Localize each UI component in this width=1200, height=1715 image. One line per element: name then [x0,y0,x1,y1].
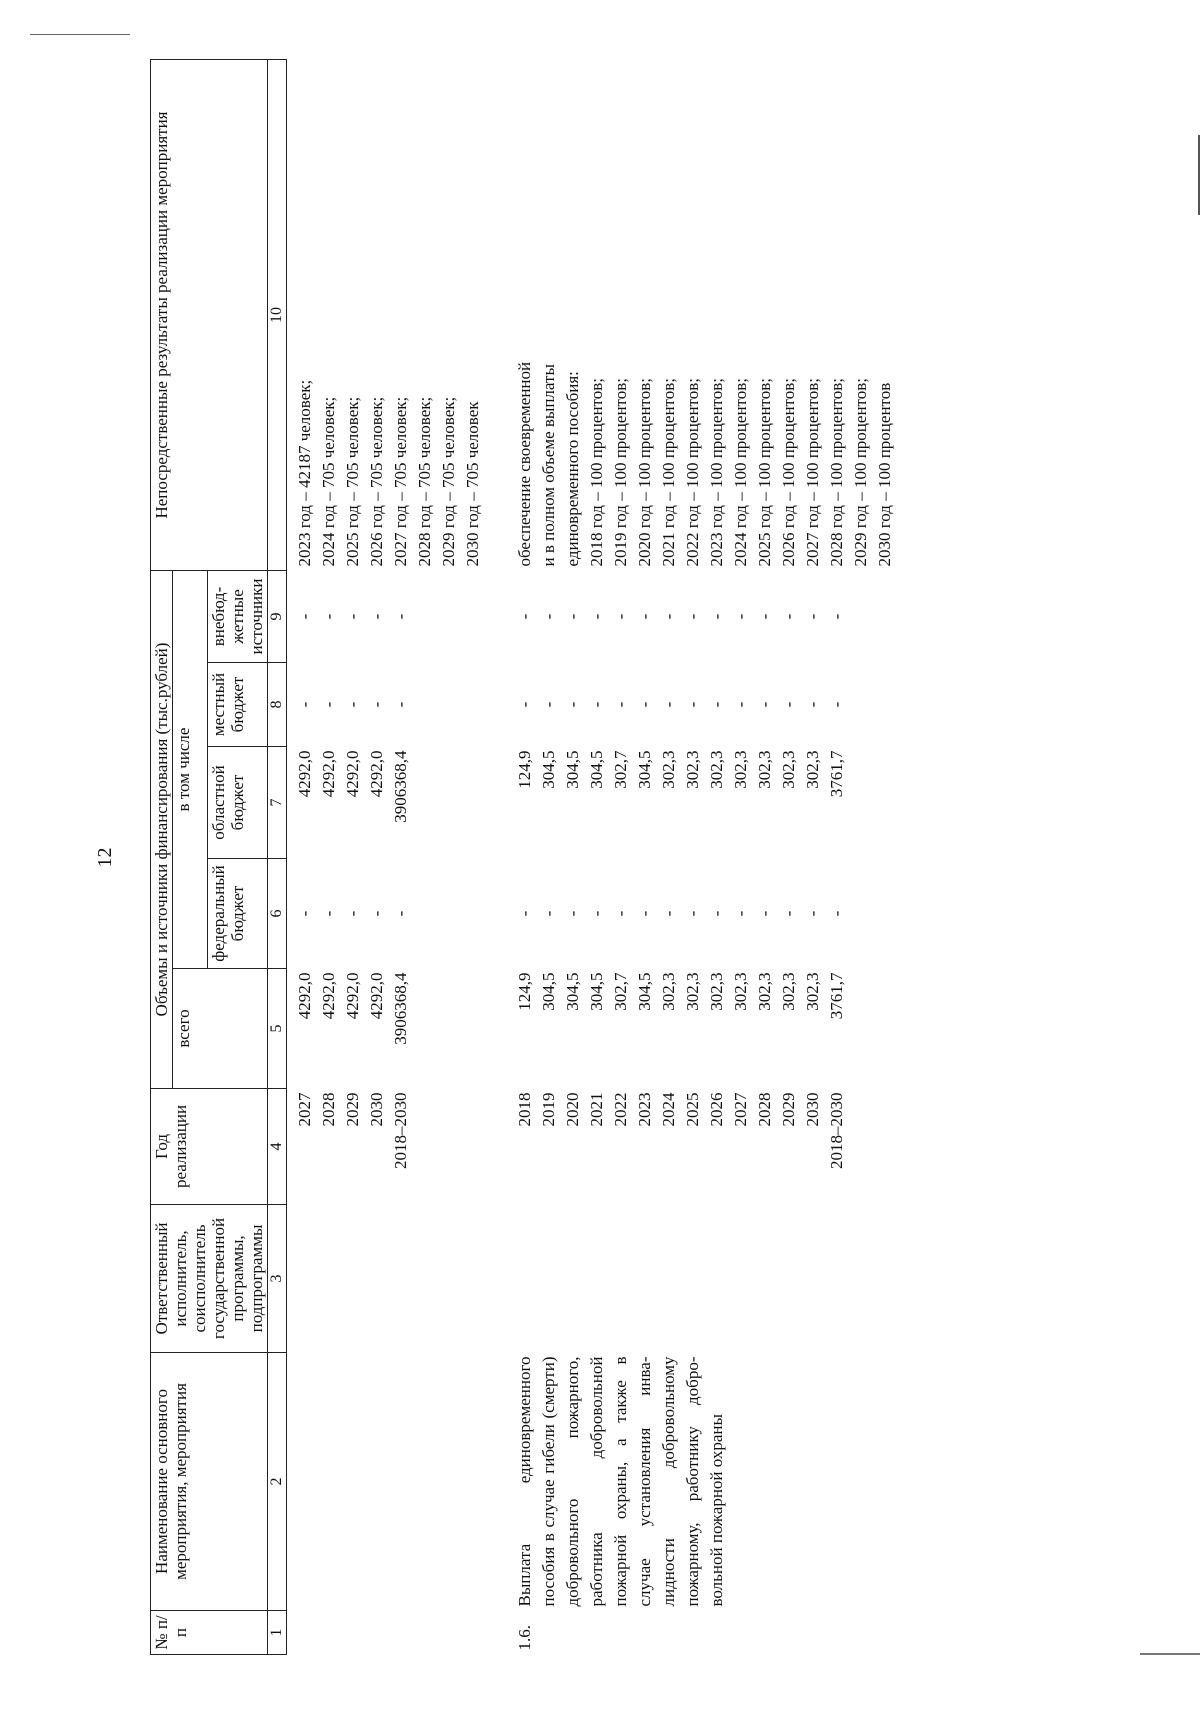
cell-line: 2027 год – 100 процентов; [803,377,822,567]
cell-line: 124,9 [515,972,534,1011]
cell-line: 3906368,4 [391,750,410,823]
cell-line: - [779,613,798,620]
cell-line: - [367,701,386,708]
cell-line: - [827,613,846,620]
column-number: 9 [268,571,287,663]
cell-line: 302,7 [611,972,630,1011]
cell-line: 2026 [707,1092,726,1127]
cell-line: - [731,910,750,917]
cell-line: единовременного пособия: [563,371,582,567]
cell-line: 2028 [319,1092,338,1127]
cell-line: - [343,701,362,708]
cell-line: 4292,0 [343,750,362,798]
cell-line: 304,5 [539,972,558,1011]
cell-line: 302,3 [707,972,726,1011]
cell-line: - [563,701,582,708]
cell-line: 2029 [779,1092,798,1127]
cell-line: - [683,701,702,708]
cell-line: - [391,910,410,917]
row-number: 1.6. [515,1625,534,1651]
regional-cell [513,747,897,859]
extra-cell [293,571,485,663]
cell-line: 302,3 [779,750,798,789]
cell-line: 2023 [635,1092,654,1127]
cell-line: 2030 [367,1092,386,1127]
cell-line: - [611,910,630,917]
column-number: 3 [268,1205,287,1353]
cell-line: - [295,613,314,620]
cell-line: - [367,910,386,917]
cell-line: - [731,701,750,708]
cell-line: 3761,7 [827,750,846,798]
cell-line: - [707,910,726,917]
cell-line: и в полном объеме выплаты [539,364,558,567]
cell-line: 2018 [515,1092,534,1127]
cell-line: - [635,701,654,708]
header-funding-group: Объемы и источники финансирования (тыс.рублей) [151,571,173,1089]
cell-line: - [755,613,774,620]
year-cell [513,1089,897,1205]
table-row-continuation [293,60,485,1655]
cell-line: 2020 [563,1092,582,1127]
cell-line: 2021 год – 100 процентов; [659,377,678,567]
cell-line: - [515,910,534,917]
header-executor: Ответственный исполнитель, соисполнитель государственной программы, подпрограммы [151,1205,268,1353]
cell-line: 302,3 [803,972,822,1011]
cell-line: 2018 год – 100 процентов; [587,377,606,567]
cell-line: - [779,910,798,917]
page-number: 12 [94,847,116,868]
local-cell [293,663,485,747]
cell-line: 4292,0 [295,972,314,1020]
local-cell [513,663,897,747]
table-row-1-6 [513,60,897,1655]
cell-line: - [343,613,362,620]
cell-line: 2024 [659,1092,678,1127]
cell-line: 302,3 [659,750,678,789]
cell-line: 2022 [611,1092,630,1127]
cell-line: - [563,910,582,917]
cell-line: 2020 год – 100 процентов; [635,377,654,567]
cell-line: 2027 [731,1092,750,1127]
cell-line: - [515,613,534,620]
cell-line: - [731,613,750,620]
cell-line: 304,5 [563,750,582,789]
cell-line: 302,3 [659,972,678,1011]
cell-line: - [659,613,678,620]
cell-line: 302,3 [683,750,702,789]
cell-line: 2027 [295,1092,314,1127]
cell-line: 2030 год – 705 человек [463,401,482,567]
cell-line: - [755,910,774,917]
header-total: всего [173,969,268,1089]
cell-line: - [587,910,606,917]
cell-line: - [635,910,654,917]
cell-line: 302,3 [803,750,822,789]
measure-name: Выплата единовременного пособия в случае гибели (смерти) добровольного пожарного, работника добровольной пожарной охраны, а также в случае установления инва-лидности добровольному пожарному, работнику добро-вольной пожарной охраны [515,1356,726,1607]
cell-line: - [611,701,630,708]
cell-line: - [295,701,314,708]
header-extrabudget: внебюд-жетные источники [208,571,268,663]
cell-line: 2028 год – 705 человек; [415,396,434,567]
cell-line: 2025 год – 100 процентов; [755,377,774,567]
cell-line: 4292,0 [319,750,338,798]
cell-line: 2019 год – 100 процентов; [611,377,630,567]
cell-line: 4292,0 [295,750,314,798]
cell-line: 2028 год – 100 процентов; [827,377,846,567]
cell-line: 302,3 [683,972,702,1011]
cell-line: 304,5 [587,750,606,789]
cell-line: 2023 год – 100 процентов; [707,377,726,567]
cell-line: - [587,613,606,620]
cell-line: 2025 [683,1092,702,1127]
cell-line: - [343,910,362,917]
cell-line: - [683,613,702,620]
cell-line: - [803,910,822,917]
cell-line: 124,9 [515,750,534,789]
cell-line: 2018–2030 [391,1092,410,1169]
total-cell [293,969,485,1089]
extra-cell [513,571,897,663]
total-cell [513,969,897,1089]
cell-line: 2028 [755,1092,774,1127]
cell-line: 304,5 [587,972,606,1011]
funding-table [150,59,897,1655]
cell-line: - [319,910,338,917]
cell-line: 2030 [803,1092,822,1127]
cell-line: 302,3 [731,972,750,1011]
results-cell [513,60,897,571]
cell-line: 2027 год – 705 человек; [391,396,410,567]
cell-line: 302,3 [779,972,798,1011]
federal-cell [293,859,485,969]
cell-line: - [367,613,386,620]
cell-line: - [659,701,678,708]
cell-line: - [827,701,846,708]
cell-line: 304,5 [635,750,654,789]
regional-cell [293,747,485,859]
cell-line: - [803,701,822,708]
cell-line: - [319,613,338,620]
cell-line: - [587,701,606,708]
column-number: 7 [268,747,287,859]
cell-line: 2021 [587,1092,606,1127]
column-number: 10 [268,60,287,571]
cell-line: 2022 год – 100 процентов; [683,377,702,567]
cell-line: - [827,910,846,917]
cell-line: 2024 год – 705 человек; [319,396,338,567]
cell-line: 3761,7 [827,972,846,1020]
cell-line: 2025 год – 705 человек; [343,396,362,567]
header-name: Наименование основного мероприятия, мероприятия [151,1353,268,1611]
cell-line: 4292,0 [343,972,362,1020]
cell-line: 2023 год – 42187 человек; [295,379,314,567]
cell-line: 4292,0 [319,972,338,1020]
header-regional: областной бюджет [208,747,268,859]
column-number: 6 [268,859,287,969]
cell-line: - [391,701,410,708]
cell-line: 302,7 [611,750,630,789]
cell-line: 2029 [343,1092,362,1127]
scan-edge-mark [1140,1653,1200,1655]
cell-line: 304,5 [563,972,582,1011]
cell-line: - [539,613,558,620]
cell-line: 2029 год – 100 процентов; [851,377,870,567]
header-results: Непосредственные результаты реализации мероприятия [151,60,268,571]
cell-line: - [563,613,582,620]
cell-line: - [391,613,410,620]
header-including: в том числе [173,571,208,969]
cell-line: - [635,613,654,620]
cell-line: - [683,910,702,917]
cell-line: 4292,0 [367,972,386,1020]
cell-line: - [539,910,558,917]
federal-cell [513,859,897,969]
cell-line: 2026 год – 705 человек; [367,396,386,567]
cell-line: 304,5 [635,972,654,1011]
cell-line: 302,3 [755,972,774,1011]
cell-line: 2030 год – 100 процентов [875,382,894,567]
header-local: местный бюджет [208,663,268,747]
cell-line: 2018–2030 [827,1092,846,1169]
header-number: № п/п [151,1611,268,1655]
cell-line: 302,3 [755,750,774,789]
cell-line: - [515,701,534,708]
header-federal: федеральный бюджет [208,859,268,969]
cell-line: 2026 год – 100 процентов; [779,377,798,567]
cell-line: - [319,701,338,708]
cell-line: 302,3 [731,750,750,789]
cell-line: 4292,0 [367,750,386,798]
results-cell [293,60,485,571]
column-number: 4 [268,1089,287,1205]
cell-line: - [779,701,798,708]
cell-line: - [707,701,726,708]
cell-line: - [755,701,774,708]
cell-line: 304,5 [539,750,558,789]
cell-line: - [539,701,558,708]
cell-line: 302,3 [707,750,726,789]
cell-line: - [659,910,678,917]
column-number: 2 [268,1353,287,1611]
cell-line: 2019 [539,1092,558,1127]
cell-line: обеспечение своевременной [515,361,534,567]
cell-line: 2024 год – 100 процентов; [731,377,750,567]
header-year: Год реализации [151,1089,268,1205]
column-number: 5 [268,969,287,1089]
cell-line: 3906368,4 [391,972,410,1045]
column-number: 8 [268,663,287,747]
cell-line: - [295,910,314,917]
column-number: 1 [268,1611,287,1655]
cell-line: - [611,613,630,620]
cell-line: 2029 год – 705 человек; [439,396,458,567]
cell-line: - [803,613,822,620]
year-cell [293,1089,485,1205]
cell-line: - [707,613,726,620]
